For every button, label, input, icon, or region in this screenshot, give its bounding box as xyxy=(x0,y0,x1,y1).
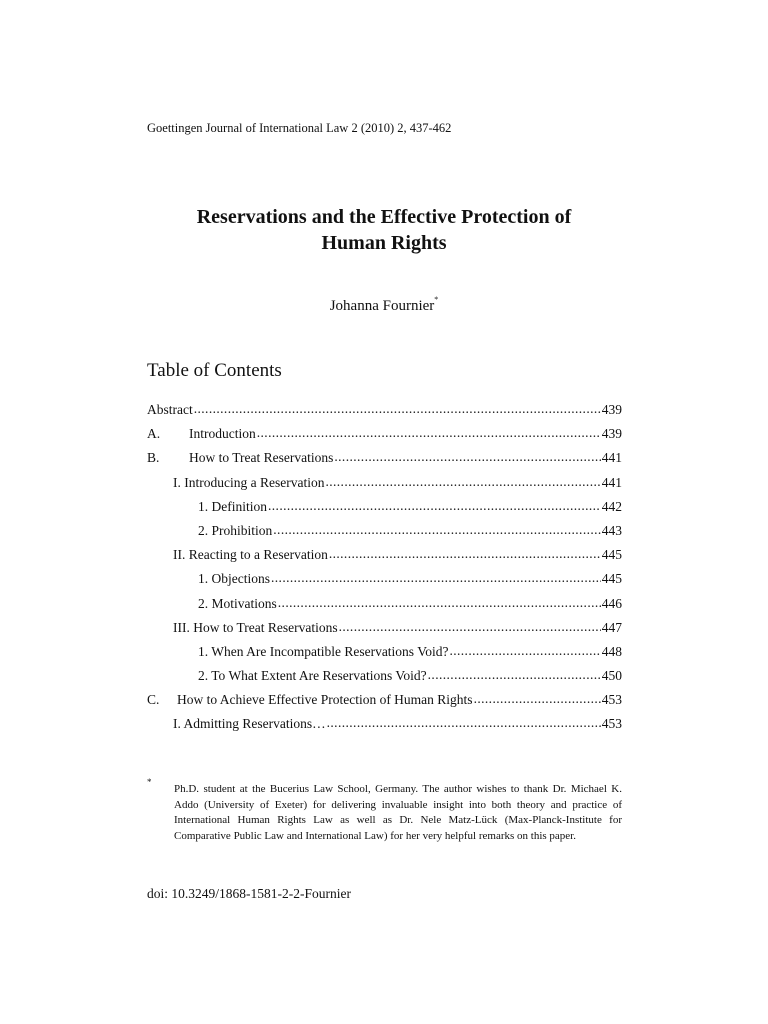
article-title-line-1: Reservations and the Effective Protection of xyxy=(196,206,572,228)
toc-entry-number: A. xyxy=(147,426,161,442)
toc-entry-effective-protection[interactable] xyxy=(147,690,622,714)
toc-entry-page: 443 xyxy=(601,522,622,538)
toc-entry-admitting-reservations[interactable] xyxy=(147,714,622,738)
table-of-contents xyxy=(147,400,622,739)
toc-entry-introducing-a-reservation[interactable] xyxy=(147,473,622,497)
toc-entry-abstract[interactable] xyxy=(147,400,622,424)
toc-entry-reacting-to-a-reservation[interactable] xyxy=(147,545,622,569)
toc-entry-page: 441 xyxy=(601,450,622,466)
toc-entry-page: 445 xyxy=(601,547,622,563)
toc-entry-page: 445 xyxy=(601,571,622,587)
toc-leader-dots xyxy=(273,521,600,535)
toc-entry-label: 1. Definition xyxy=(198,498,267,514)
toc-entry-label: III. How to Treat Reservations xyxy=(173,619,338,635)
author-line xyxy=(0,297,768,315)
toc-entry-page: 447 xyxy=(601,619,622,635)
toc-leader-dots xyxy=(278,594,601,608)
toc-entry-label: I. Introducing a Reservation xyxy=(173,474,325,490)
toc-entry-page: 441 xyxy=(601,474,622,490)
toc-entry-label: I. Admitting Reservations… xyxy=(173,716,326,732)
toc-entry-objections[interactable] xyxy=(147,569,622,593)
footnote-text: Ph.D. student at the Bucerius Law School, Germany. The author wishes to thank Dr. Michael K. Addo (University of Exeter) for delivering invaluable insight into both theory and practice of International Human Rights Law as well as Dr. Nele Matz-Lück (Max-Planck-Institute for Comparative Public Law and International Law) for her very helpful remarks on this paper. xyxy=(174,783,622,842)
toc-entry-label: How to Achieve Effective Protection of Human Rights xyxy=(177,692,473,708)
toc-leader-dots xyxy=(339,618,601,632)
toc-entry-label: How to Treat Reservations xyxy=(189,450,334,466)
toc-entry-label: 2. Prohibition xyxy=(198,522,273,538)
toc-entry-definition[interactable] xyxy=(147,497,622,521)
toc-entry-page: 453 xyxy=(601,716,622,732)
article-title-line-2: Human Rights xyxy=(321,232,447,254)
toc-entry-label: Introduction xyxy=(189,426,256,442)
toc-entry-page: 453 xyxy=(601,692,622,708)
article-title xyxy=(120,204,648,256)
toc-entry-extent-reservations-void[interactable] xyxy=(147,666,622,690)
toc-entry-page: 448 xyxy=(601,643,622,659)
toc-leader-dots xyxy=(449,642,600,656)
toc-heading: Table of Contents xyxy=(147,360,282,381)
toc-entry-how-to-treat-reservations-sub[interactable] xyxy=(147,618,622,642)
toc-entry-incompatible-reservations-void[interactable] xyxy=(147,642,622,666)
toc-entry-page: 439 xyxy=(601,426,622,442)
toc-entry-page: 446 xyxy=(601,595,622,611)
toc-entry-motivations[interactable] xyxy=(147,594,622,618)
toc-entry-number: B. xyxy=(147,450,160,466)
toc-entry-how-to-treat-reservations[interactable] xyxy=(147,448,622,472)
toc-leader-dots xyxy=(327,714,601,728)
toc-leader-dots xyxy=(428,666,601,680)
toc-leader-dots xyxy=(474,690,601,704)
toc-entry-prohibition[interactable] xyxy=(147,521,622,545)
toc-entry-label: 1. Objections xyxy=(198,571,270,587)
toc-entry-page: 439 xyxy=(601,402,622,417)
toc-entry-page: 442 xyxy=(601,498,622,514)
toc-leader-dots xyxy=(268,497,601,511)
author-footnote-mark: * xyxy=(434,295,439,304)
author-name: Johanna Fournier xyxy=(329,298,435,314)
toc-leader-dots xyxy=(257,424,601,438)
toc-entry-page: 450 xyxy=(601,668,622,684)
journal-citation: Goettingen Journal of International Law 2 (2010) 2, 437-462 xyxy=(147,121,452,135)
toc-entry-label: 2. Motivations xyxy=(198,595,277,611)
toc-entry-label: 1. When Are Incompatible Reservations Void? xyxy=(198,643,449,659)
toc-leader-dots xyxy=(194,400,601,414)
toc-leader-dots xyxy=(325,473,600,487)
toc-leader-dots xyxy=(329,545,601,559)
toc-entry-label: II. Reacting to a Reservation xyxy=(173,547,328,563)
toc-leader-dots xyxy=(271,569,601,583)
doi-line: doi: 10.3249/1868-1581-2-2-Fournier xyxy=(147,886,351,901)
toc-entry-label: 2. To What Extent Are Reservations Void? xyxy=(198,668,427,684)
footnote-mark: * xyxy=(147,777,152,787)
toc-entry-introduction[interactable] xyxy=(147,424,622,448)
toc-leader-dots xyxy=(334,448,600,462)
toc-entry-label: Abstract xyxy=(147,402,193,417)
toc-entry-number: C. xyxy=(147,692,160,708)
